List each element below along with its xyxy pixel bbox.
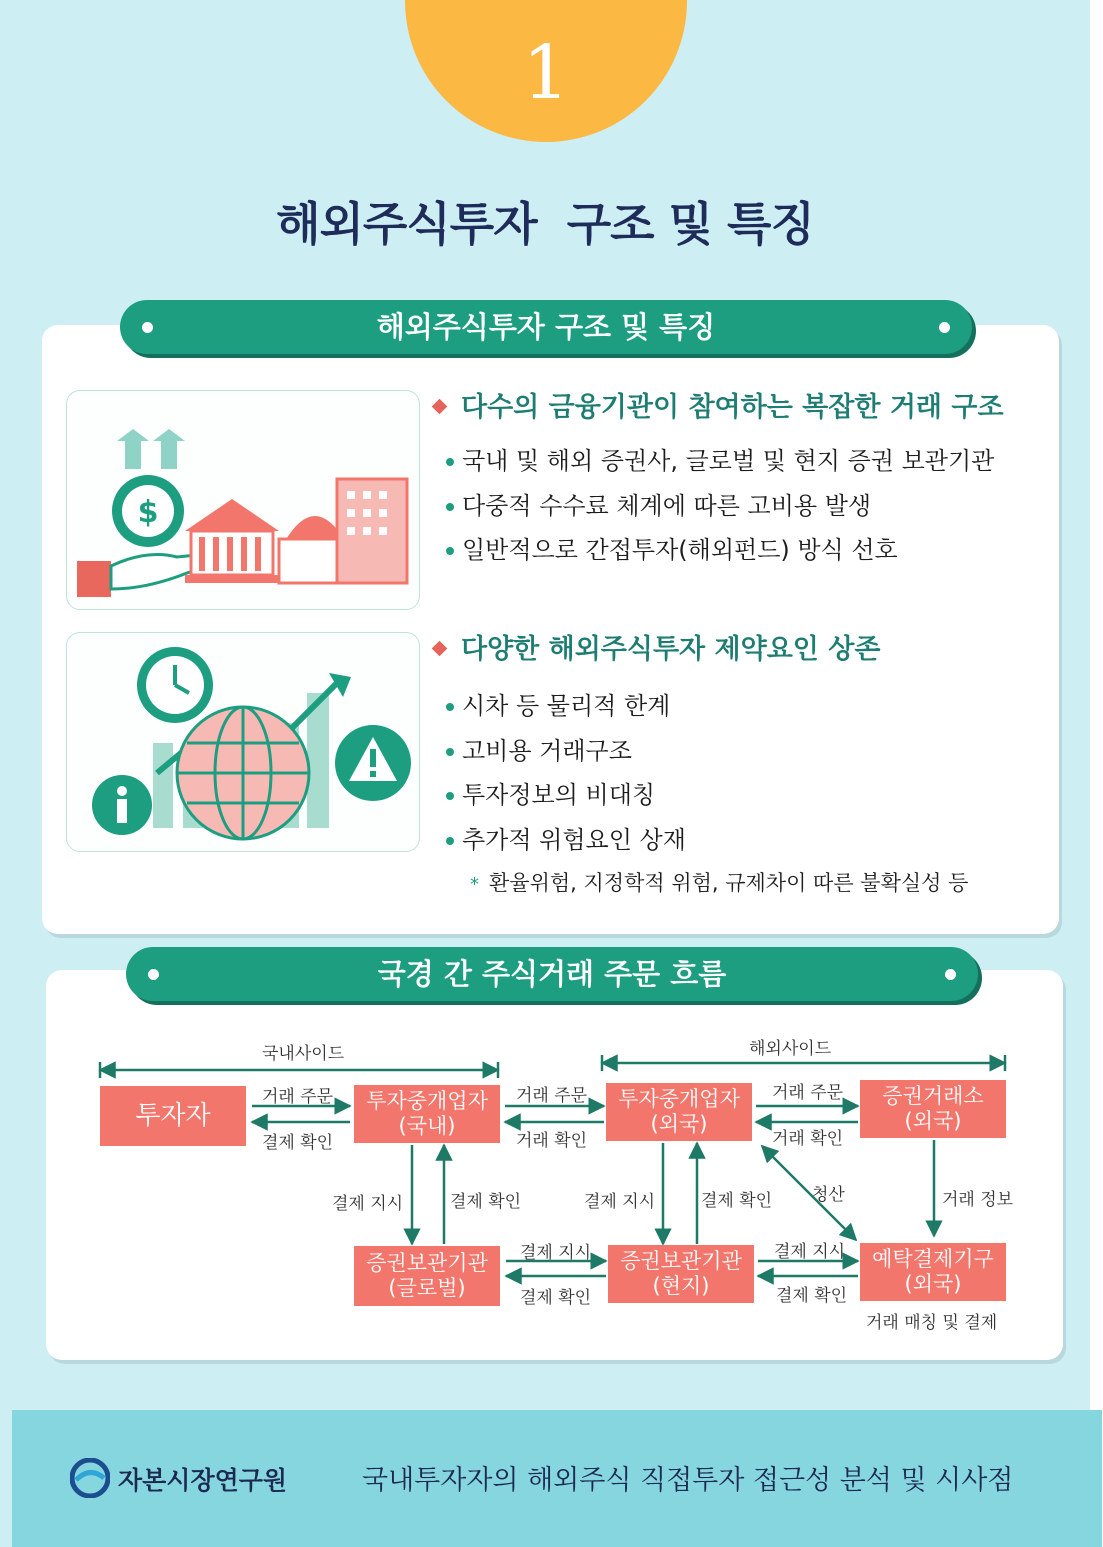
block2-bullet: 시차 등 물리적 한계 — [446, 686, 670, 721]
block2-bullet: 추가적 위험요인 상재 — [446, 820, 686, 855]
org-name: 자본시장연구원 — [118, 1466, 288, 1495]
block1-bullet: 국내 및 해외 증권사, 글로벌 및 현지 증권 보관기관 — [446, 441, 994, 476]
custodian-global-box: 증권보관기관 (글로벌) — [354, 1246, 500, 1306]
flow-label: 결제 확인 — [776, 1286, 848, 1306]
csd-box: 예탁결제기구 (외국) — [860, 1243, 1006, 1301]
badge-number: 1 — [522, 30, 570, 116]
block1-bullet: 일반적으로 간접투자(해외펀드) 방식 선호 — [446, 530, 898, 565]
page-title: 해외주식투자 구조 및 특징 — [276, 197, 814, 251]
section-title-flow: 국경 간 주식거래 주문 흐름 — [377, 957, 727, 991]
flow-label: 거래 정보 — [942, 1190, 1014, 1210]
flow-label: 결제 확인 — [450, 1192, 522, 1212]
report-title: 국내투자자의 해외주식 직접투자 접근성 분석 및 시사점 — [362, 1465, 1014, 1496]
block2-heading: 다양한 해외주식투자 제약요인 상존 — [428, 627, 880, 666]
flow-label: 거래 확인 — [516, 1131, 588, 1151]
broker-foreign-box: 투자중개업자 (외국) — [606, 1083, 752, 1141]
flow-label: 거래 주문 — [516, 1086, 588, 1106]
flow-label: 거래 주문 — [262, 1087, 334, 1107]
flow-label: 거래 주문 — [772, 1083, 844, 1103]
overseas-side-label: 해외사이드 — [749, 1039, 832, 1059]
flow-label: 결제 확인 — [262, 1133, 334, 1153]
domestic-side-label: 국내사이드 — [262, 1044, 345, 1064]
block2-bullet: 투자정보의 비대칭 — [446, 775, 655, 810]
flow-label: 결제 지시 — [520, 1243, 592, 1263]
flow-label: 청산 — [812, 1185, 845, 1205]
flow-label: 결제 확인 — [520, 1288, 592, 1308]
block2-note: * 환율위험, 지정학적 위험, 규제차이 따른 불확실성 등 — [470, 871, 969, 895]
flow-label: 결제 지시 — [584, 1192, 656, 1212]
section-title-structure: 해외주식투자 구조 및 특징 — [376, 310, 716, 344]
exchange-box: 증권거래소 (외국) — [860, 1080, 1006, 1138]
block1-heading: 다수의 금융기관이 참여하는 복잡한 거래 구조 — [428, 385, 1004, 424]
block2-bullet: 고비용 거래구조 — [446, 731, 632, 766]
flow-label: 거래 확인 — [772, 1129, 844, 1149]
block1-bullet: 다중적 수수료 체계에 따른 고비용 발생 — [446, 486, 871, 521]
flow-label: 결제 지시 — [332, 1194, 404, 1214]
svg-text:$: $ — [137, 495, 159, 530]
note-asterisk: * — [470, 874, 479, 895]
kcmi-logo-icon — [70, 1458, 110, 1498]
flow-label: 결제 지시 — [774, 1242, 846, 1262]
investor-box: 투자자 — [100, 1086, 246, 1146]
flow-label: 결제 확인 — [701, 1191, 773, 1211]
broker-domestic-box: 투자중개업자 (국내) — [354, 1085, 500, 1143]
custodian-local-box: 증권보관기관 (현지) — [608, 1245, 754, 1303]
flow-label: 거래 매칭 및 결제 — [866, 1313, 998, 1333]
